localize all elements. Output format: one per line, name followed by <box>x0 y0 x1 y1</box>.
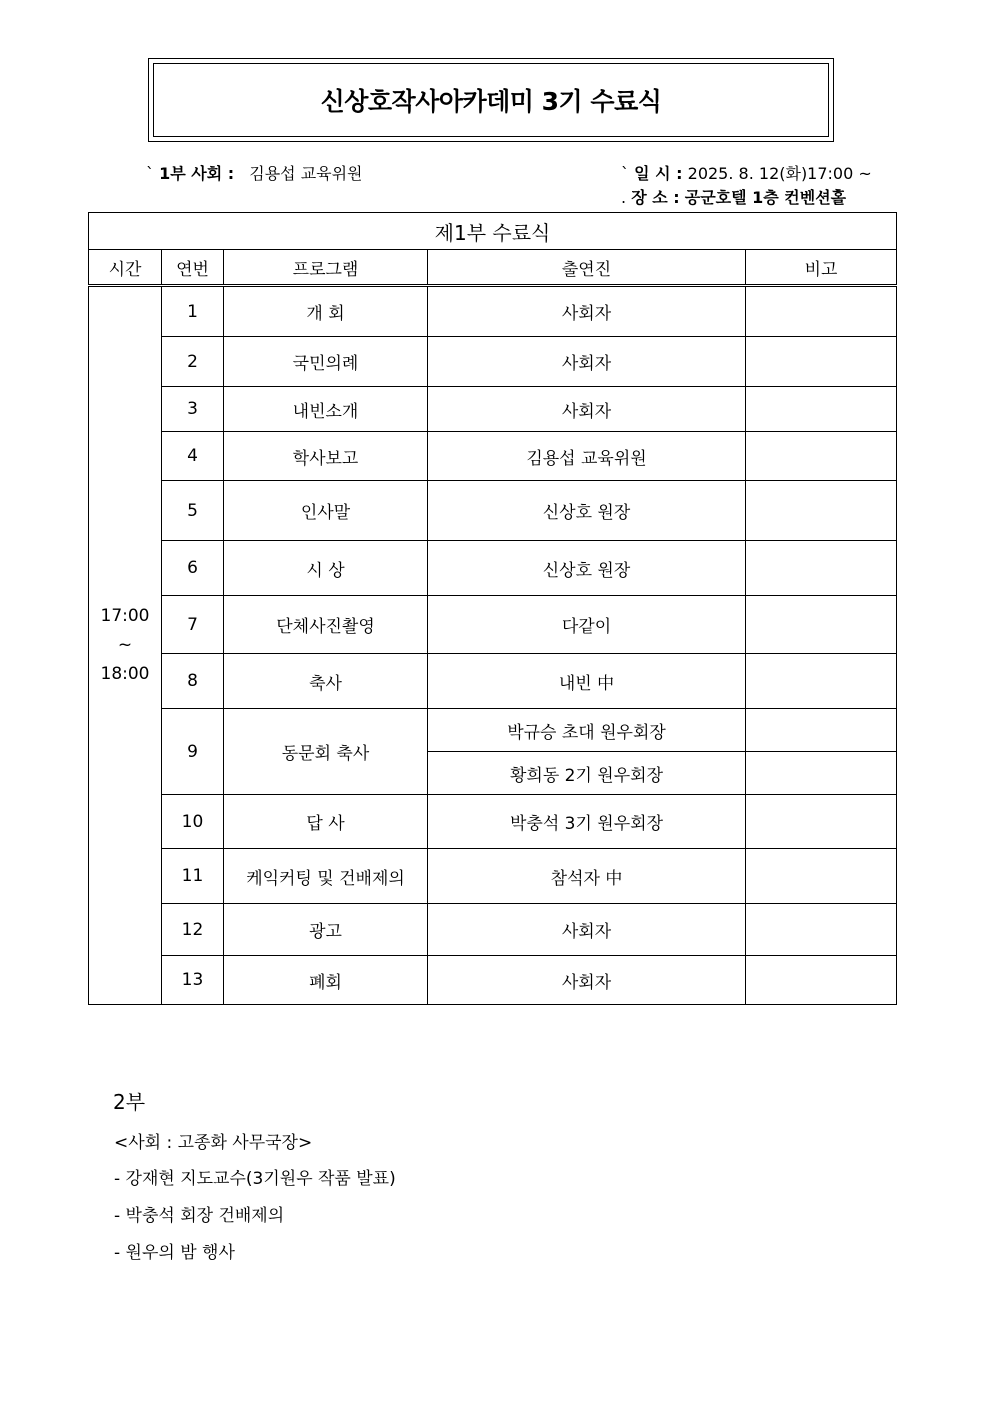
part2-item: - 강재현 지도교수(3기원우 작품 발표) <box>114 1169 396 1189</box>
row-program: 광고 <box>224 904 428 956</box>
part2-item: - 박충석 회장 건배제의 <box>114 1206 285 1226</box>
table-row <box>89 709 897 752</box>
table-row <box>89 432 897 481</box>
table-caption: 제1부 수료식 <box>89 213 897 250</box>
row-program: 동문회 축사 <box>224 709 428 795</box>
row-cast: 참석자 中 <box>428 849 746 904</box>
row-cast: 사회자 <box>428 387 746 432</box>
header-no: 연번 <box>162 250 224 286</box>
date-prefix: ˋ <box>621 164 629 183</box>
row-no: 11 <box>162 849 224 904</box>
row-program: 폐회 <box>224 956 428 1005</box>
table-row <box>89 541 897 596</box>
date-label: 일 시 : <box>634 164 683 183</box>
host-line <box>146 161 363 184</box>
row-note <box>746 709 897 752</box>
row-program: 축사 <box>224 654 428 709</box>
header-time: 시간 <box>89 250 162 286</box>
row-no: 12 <box>162 904 224 956</box>
row-program: 케익커팅 및 건배제의 <box>224 849 428 904</box>
host-label: 1부 사회 : <box>159 164 235 183</box>
row-no: 5 <box>162 481 224 541</box>
row-no: 13 <box>162 956 224 1005</box>
time-cell <box>89 286 162 1005</box>
table-row <box>89 795 897 849</box>
document-title: 신상호작사아카데미 3기 수료식 <box>153 63 829 137</box>
part2-item: - 원우의 밤 행사 <box>114 1243 235 1263</box>
row-no: 3 <box>162 387 224 432</box>
row-no: 10 <box>162 795 224 849</box>
row-no: 6 <box>162 541 224 596</box>
table-row <box>89 654 897 709</box>
row-cast: 내빈 中 <box>428 654 746 709</box>
row-cast: 박충석 3기 원우회장 <box>428 795 746 849</box>
host-value: 김용섭 교육위원 <box>249 164 363 183</box>
row-note <box>746 795 897 849</box>
row-program: 단체사진촬영 <box>224 596 428 654</box>
row-cast: 사회자 <box>428 337 746 387</box>
row-program: 시 상 <box>224 541 428 596</box>
place-label: 장 소 : <box>631 188 680 207</box>
row-note <box>746 387 897 432</box>
table-row <box>89 337 897 387</box>
table-row <box>89 481 897 541</box>
row-cast: 김용섭 교육위원 <box>428 432 746 481</box>
place-line <box>621 185 846 208</box>
row-cast-2: 황희동 2기 원우회장 <box>428 752 746 795</box>
time-start: 17:00 <box>100 606 150 626</box>
row-no: 9 <box>162 709 224 795</box>
part2-title: 2부 <box>113 1090 146 1114</box>
schedule-table <box>88 212 897 1005</box>
table-row <box>89 387 897 432</box>
row-note <box>746 432 897 481</box>
row-note <box>746 904 897 956</box>
row-cast: 박규승 초대 원우회장 <box>428 709 746 752</box>
part2-host: <사회 : 고종화 사무국장> <box>114 1133 313 1153</box>
row-note <box>746 596 897 654</box>
row-cast: 사회자 <box>428 286 746 337</box>
table-header-row <box>89 250 897 286</box>
row-program: 국민의례 <box>224 337 428 387</box>
table-caption-row <box>89 213 897 250</box>
header-note: 비고 <box>746 250 897 286</box>
date-line <box>621 161 872 184</box>
host-prefix: ˋ <box>146 164 154 183</box>
header-program: 프로그램 <box>224 250 428 286</box>
row-program: 인사말 <box>224 481 428 541</box>
row-program: 내빈소개 <box>224 387 428 432</box>
table-row <box>89 849 897 904</box>
header-cast: 출연진 <box>428 250 746 286</box>
table-row <box>89 596 897 654</box>
row-cast: 사회자 <box>428 956 746 1005</box>
row-note <box>746 337 897 387</box>
row-cast: 신상호 원장 <box>428 541 746 596</box>
table-row <box>89 286 897 337</box>
row-note <box>746 286 897 337</box>
row-cast: 사회자 <box>428 904 746 956</box>
row-note-2 <box>746 752 897 795</box>
time-end: 18:00 <box>100 664 150 684</box>
place-value: 공군호텔 1층 컨벤션홀 <box>684 188 847 207</box>
table-row <box>89 904 897 956</box>
row-cast: 다같이 <box>428 596 746 654</box>
place-prefix: . <box>621 188 627 207</box>
table-row <box>89 956 897 1005</box>
row-program: 답 사 <box>224 795 428 849</box>
row-note <box>746 956 897 1005</box>
row-cast: 신상호 원장 <box>428 481 746 541</box>
row-no: 4 <box>162 432 224 481</box>
row-no: 1 <box>162 286 224 337</box>
row-note <box>746 654 897 709</box>
title-box <box>148 58 834 142</box>
date-value: 2025. 8. 12(화)17:00 ~ <box>687 164 872 183</box>
time-sep: ~ <box>117 635 133 655</box>
row-note <box>746 849 897 904</box>
row-program: 개 회 <box>224 286 428 337</box>
row-note <box>746 541 897 596</box>
row-no: 7 <box>162 596 224 654</box>
row-no: 2 <box>162 337 224 387</box>
row-program: 학사보고 <box>224 432 428 481</box>
row-note <box>746 481 897 541</box>
row-no: 8 <box>162 654 224 709</box>
